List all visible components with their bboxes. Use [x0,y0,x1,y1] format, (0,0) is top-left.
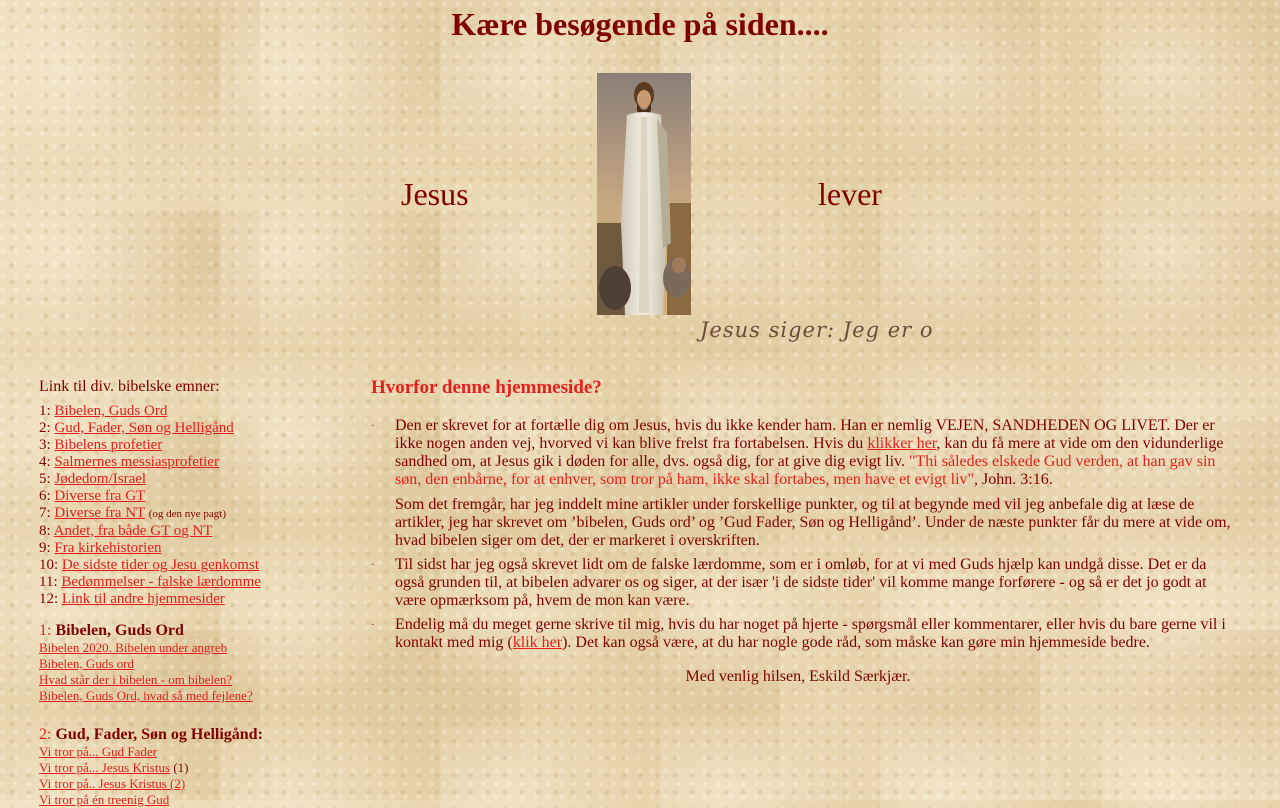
topic-link-sidste-tider[interactable]: De sidste tider og Jesu genkomst [61,557,259,573]
article-link[interactable]: Vi tror på... Jesus Kristus [39,760,171,775]
bullet: · [371,420,375,432]
section-number: 1: [39,622,56,639]
section-links [39,640,253,704]
paragraph-articles [371,496,1233,550]
topic-link-jodedom[interactable]: Jødedom/Israel [54,471,147,487]
paragraph-text: Til sidst har jeg også skrevet lidt om de falske lærdomme, som er i omløb, for at vi med Guds hjælp kan undgå disse. Det er da også grunden til, at bibelen advarer os og siger, at der især 'i de sidste tider' vil komme mange forførere - og så er det jo godt at være opmærksom på, hvem de mon kan være. [395,556,1207,609]
topic-item [39,437,261,454]
paragraph-text: Den er skrevet for at fortælle dig om Jesus, hvis du ikke kender ham. Han er nemlig VEJEN, SANDHEDEN OG LIVET. Der er ikke nogen anden vej, hvorved vi kan blive frelst fra fortabelsen. Hvis du [395,417,1215,452]
paragraph-text: Som det fremgår, har jeg inddelt mine artikler under forskellige punkter, og til at begynde med vil jeg anbefale dig at læse de artikler, jeg har skrevet om ’bibelen, Guds ord’ og ’Gud Fader, Søn og Helligånd’. Under de næste punkter får du mere at vide om, hvad bibelen siger om det, der er markeret i overskriften. [395,496,1231,549]
section-number: 2: [39,726,56,743]
topic-item [39,420,261,437]
topic-note: (og den nye pagt) [148,508,226,520]
topic-number: 6: [39,488,55,504]
section-title [39,622,253,640]
bullet: · [371,619,375,631]
topic-link-bibelen[interactable]: Bibelen, Guds Ord [54,403,168,419]
banner-caption: Jesus siger: Jeg er o [700,318,934,342]
topic-number: 1: [39,403,55,419]
topic-link-bedommelser[interactable]: Bedømmelser - falske lærdomme [61,574,261,590]
article-link[interactable]: Vi tror på.. Jesus Kristus (2) [39,776,186,791]
links-heading: Link til div. bibelske emner: [39,378,220,395]
article-suffix: (1) [170,760,189,775]
paragraph-contact [371,616,1233,652]
topic-item [39,403,261,420]
topic-number: 8: [39,523,54,539]
topic-link-gt[interactable]: Diverse fra GT [54,488,146,504]
section-bibelen [39,622,253,704]
topic-item [39,488,261,505]
topic-number: 3: [39,437,55,453]
section-gud [39,726,263,808]
topic-item [39,540,261,557]
topic-number: 5: [39,471,55,487]
bible-quote: "Thi således elskede Gud verden, at han gav sin søn, den enbårne, for at enhver, som tror på ham, ikke skal fortabes, men have et evigt liv" [395,453,1216,488]
topic-number: 10: [39,557,62,573]
bullet: · [371,559,375,571]
page-title: Kære besøgende på siden.... [451,6,829,42]
paragraph-false-teachings [371,556,1233,610]
paragraph-text: ). Det kan også være, at du har nogle gode råd, som måske kan gøre min hjemmeside bedre. [562,634,1150,651]
topic-number: 4: [39,454,55,470]
topic-link-nt[interactable]: Diverse fra NT [54,505,145,521]
paragraph-text: , John. 3:16. [974,471,1053,488]
jesus-picture [597,73,691,315]
topic-item [39,591,261,608]
topic-link-profetier[interactable]: Bibelens profetier [54,437,163,453]
topic-link-andet[interactable]: Andet, fra både GT og NT [53,523,213,539]
topic-item [39,523,261,540]
klikker-her-link[interactable]: klikker her [867,435,937,452]
banner-word-jesus: Jesus [401,176,469,212]
topic-number: 7: [39,505,55,521]
topic-item [39,505,261,523]
article-link[interactable]: Vi tror på... Gud Fader [39,744,157,759]
signature: Med venlig hilsen, Eskild Særkjær. [685,668,911,685]
article-link[interactable]: Bibelen, Guds ord [39,656,134,671]
topic-number: 9: [39,540,55,556]
topic-link-kirkehistorien[interactable]: Fra kirkehistorien [54,540,162,556]
contact-link[interactable]: klik her [512,634,563,651]
article-link[interactable]: Bibelen 2020. Bibelen under angreb [39,640,228,655]
section-title [39,726,263,744]
paragraph-text: , kan du få mere at vide om den vidunderlige sandhed om, at Jesus gik i døden for alle, dvs. også dig, for at give dig evigt liv. [395,435,1224,470]
topic-number: 12: [39,591,62,607]
topic-number: 2: [39,420,55,436]
topic-link-gud[interactable]: Gud, Fader, Søn og Helligånd [54,420,234,436]
topic-item [39,574,261,591]
banner-word-lever: lever [818,176,882,212]
article-link[interactable]: Bibelen, Guds Ord, hvad så med fejlene? [39,688,253,703]
paragraph-intro [371,417,1233,489]
topic-link-salmer[interactable]: Salmernes messiasprofetier [54,454,219,470]
topic-item [39,454,261,471]
topic-item [39,557,261,574]
topic-list [39,403,261,608]
section-links [39,744,263,808]
topic-number: 11: [39,574,62,590]
main-heading: Hvorfor denne hjemmeside? [371,377,602,398]
section-title-text: Gud, Fader, Søn og Helligånd: [55,726,263,743]
paragraph-text: Endelig må du meget gerne skrive til mig, hvis du har noget på hjerte - spørgsmål eller kommentarer, eller hvis du bare gerne vil i kontakt med mig ( [395,616,1226,651]
topic-link-andre-hjemmesider[interactable]: Link til andre hjemmesider [61,591,225,607]
article-link[interactable]: Vi tror på én treenig Gud [39,792,170,807]
section-title-text: Bibelen, Guds Ord [55,622,184,639]
article-link[interactable]: Hvad står der i bibelen - om bibelen? [39,672,233,687]
topic-item [39,471,261,488]
